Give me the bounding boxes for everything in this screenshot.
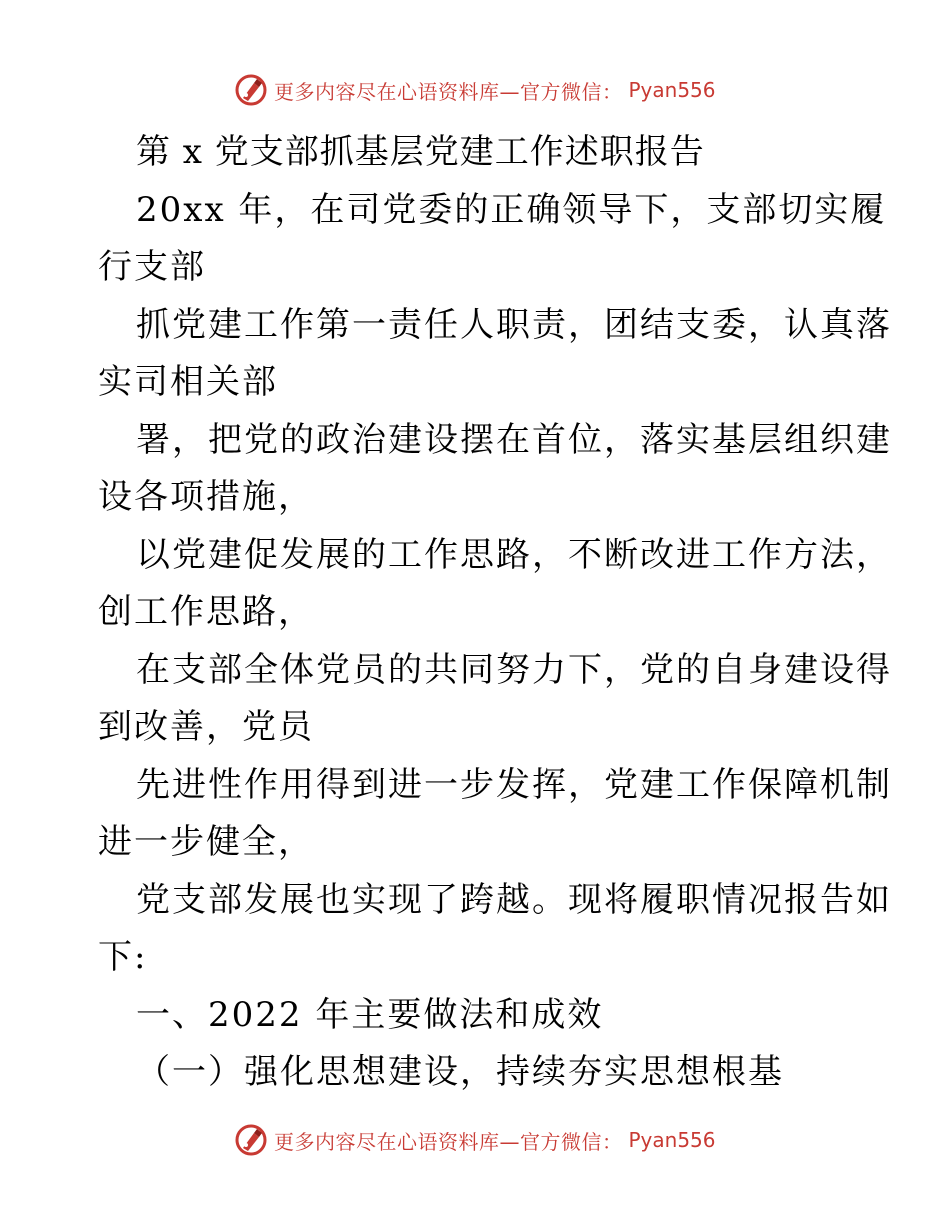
paragraph-line: 实司相关部	[98, 362, 278, 402]
watermark-text: 更多内容尽在心语资料库—官方微信：	[274, 79, 623, 104]
watermark-footer	[234, 1120, 716, 1160]
paragraph-line: 到改善，党员	[98, 707, 314, 747]
paragraph-line: 创工作思路，	[98, 592, 314, 632]
paragraph-line: 抓党建工作第一责任人职责，团结支委，认真落	[136, 304, 892, 345]
pen-seal-icon	[234, 73, 268, 107]
pen-seal-icon	[234, 1123, 268, 1157]
paragraph-line: 下:	[98, 937, 148, 977]
paragraph-line: 进一步健全，	[98, 822, 314, 862]
paragraph-line: 在支部全体党员的共同努力下，党的自身建设得	[136, 649, 892, 690]
watermark-text: 更多内容尽在心语资料库—官方微信：	[274, 1129, 623, 1154]
document-body	[98, 124, 892, 1102]
subsection-heading: （一）强化思想建设，持续夯实思想根基	[136, 1052, 784, 1092]
section-heading: 一、2022 年主要做法和成效	[136, 994, 604, 1035]
watermark-contact: Pyan556	[628, 1128, 716, 1152]
paragraph-line: 署，把党的政治建设摆在首位，落实基层组织建	[136, 419, 892, 460]
paragraph-line: 设各项措施，	[98, 477, 314, 517]
watermark-contact: Pyan556	[628, 78, 716, 102]
paragraph-line: 20xx 年，在司党委的正确领导下，支部切实履	[136, 189, 887, 230]
document-title: 第 x 党支部抓基层党建工作述职报告	[136, 132, 705, 172]
paragraph-line: 先进性作用得到进一步发挥，党建工作保障机制	[136, 764, 892, 805]
paragraph-line: 行支部	[98, 247, 206, 287]
watermark-header	[234, 70, 716, 110]
paragraph-line: 党支部发展也实现了跨越。现将履职情况报告如	[136, 879, 892, 920]
paragraph-line: 以党建促发展的工作思路，不断改进工作方法，	[136, 534, 892, 575]
